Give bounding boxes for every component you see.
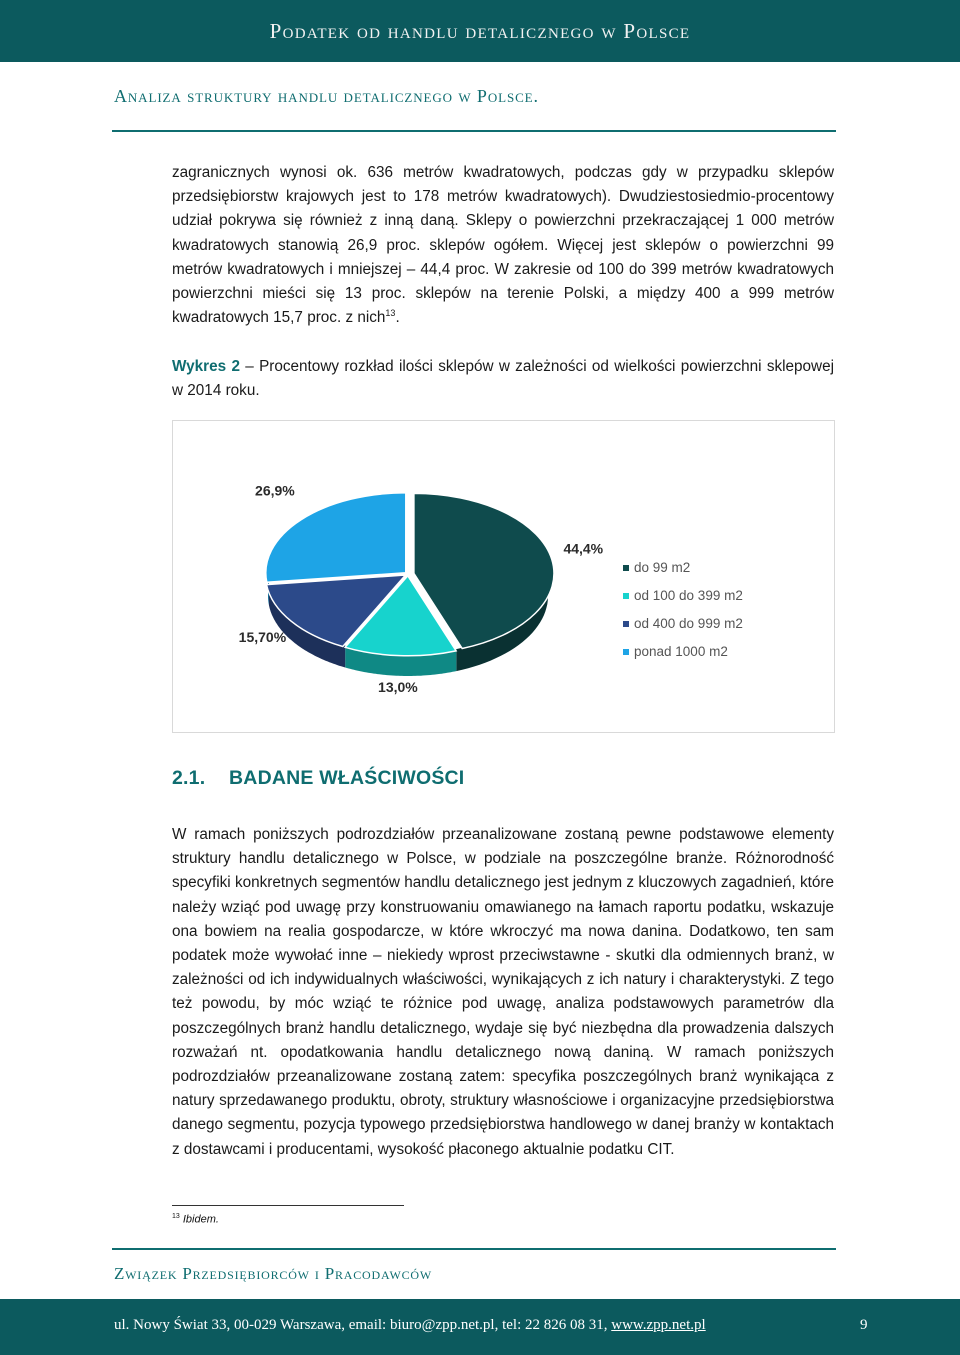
page-number: 9 bbox=[860, 1317, 868, 1333]
caption-label: Wykres 2 bbox=[172, 358, 240, 375]
section-title: BADANE WŁAŚCIWOŚCI bbox=[229, 767, 465, 789]
footnote-number: 13 bbox=[172, 1213, 180, 1220]
legend-label-2: od 100 do 399 m2 bbox=[634, 588, 743, 603]
organization-name: Związek Przedsiębiorców i Pracodawców bbox=[114, 1264, 432, 1283]
pie-data-label-3: 15,70% bbox=[238, 628, 287, 645]
paragraph-1-end: . bbox=[395, 309, 400, 327]
chart-caption bbox=[172, 355, 834, 403]
pie-chart-frame bbox=[172, 420, 835, 733]
legend-swatch-1 bbox=[623, 565, 629, 571]
website-link[interactable]: www.zpp.net.pl bbox=[611, 1317, 706, 1333]
contact-text: ul. Nowy Świat 33, 00-029 Warszawa, email: biuro@zpp.net.pl, tel: 22 826 08 31, bbox=[114, 1317, 612, 1333]
pie-data-label-1: 44,4% bbox=[563, 540, 604, 557]
body-paragraph-1 bbox=[172, 161, 834, 330]
body-paragraph-2: W ramach poniższych podrozdziałów przeanalizowane zostaną pewne podstawowe elementy struktury handlu detalicznego w Polsce, w podziale na poszczególne branże. Różnorodność specyfiki konkretnych segmentów handlu detalicznego jest jednym z kluczowych zagadnień, które należy wziąć pod uwagę przy konstruowaniu omawianego na łamach raportu podatku, wskazuje ona bowiem na realia gospodarcze, w które wkroczyć ma nowa danina. Dodatkowo, ten sam podatek może wywołać inne – niekiedy wprost przeciwstawne - skutki dla odmiennych branż, w zależności od ich indywidualnych właściwości, wynikających z ich natury i charakterystyki. Z tego też powodu, by móc wziąć te różnice pod uwagę, analiza podstawowych parametrów dla poszczególnych branż handlu detalicznego, wydaje się być niezbędna dla prowadzenia dalszych rozważań nt. opodatkowania handlu detalicznego nową daniną. W ramach poniższych podrozdziałów przeanalizowane zostaną zatem: specyfika poszczególnych branż wynikająca z natury sprzedawanego produktu, obroty, struktury własnościowe i organizacyjne przedsiębiorstwa danego segmentu, pozycja typowego przedsiębiorstwa handlowego w danej branży w kontaktach z dostawcami i producentami, wysokość płaconego aktualnie podatku CIT. bbox=[172, 826, 834, 1158]
header-bar bbox=[0, 0, 960, 62]
section-number: 2.1. bbox=[172, 767, 206, 789]
pie-data-label-2: 13,0% bbox=[378, 678, 418, 695]
section-heading bbox=[172, 767, 464, 790]
pie-chart bbox=[173, 421, 836, 734]
legend-label-1: do 99 m2 bbox=[634, 560, 691, 575]
pie-data-label-4: 26,9% bbox=[255, 482, 295, 499]
legend-label-4: ponad 1000 m2 bbox=[634, 644, 728, 659]
section-subtitle: Analiza struktury handlu detalicznego w Polsce. bbox=[114, 86, 539, 106]
footer-bar bbox=[0, 1299, 960, 1355]
legend-swatch-3 bbox=[623, 621, 629, 627]
legend-label-3: od 400 do 999 m2 bbox=[634, 616, 743, 631]
caption-dash: – bbox=[239, 358, 260, 375]
footnote-text: Ibidem. bbox=[182, 1213, 219, 1226]
footnote-ref-13[interactable]: 13 bbox=[385, 308, 396, 319]
footer-divider bbox=[112, 1248, 836, 1250]
legend-swatch-2 bbox=[623, 593, 629, 599]
document-title: Podatek od handlu detalicznego w Polsce bbox=[269, 18, 691, 43]
footnote-divider bbox=[172, 1205, 404, 1206]
contact-info bbox=[114, 1317, 706, 1334]
caption-text: Procentowy rozkład ilości sklepów w zależności od wielkości powierzchni sklepowej w 2014 roku. bbox=[172, 358, 834, 400]
header-divider bbox=[112, 130, 836, 132]
footnote bbox=[172, 1213, 219, 1226]
paragraph-1-text: zagranicznych wynosi ok. 636 metrów kwadratowych, podczas gdy w przypadku sklepów przedsiębiorstw krajowych jest to 178 metrów kwadratowych). Dwudziestosiedmio-procentowy udział pokrywa się również z inną daną. Sklepy o powierzchni przekraczającej 1 000 metrów kwadratowych stanowią 26,9 proc. sklepów ogółem. Więcej jest sklepów o powierzchni 99 metrów kwadratowych i mniejszej – 44,4 proc. W zakresie od 100 do 399 metrów kwadratowych powierzchni mieści się 13 proc. sklepów na terenie Polski, a między 400 a 999 metrów kwadratowych 15,7 proc. z nich bbox=[172, 164, 834, 327]
pie-slice-ponad-1000-m2 bbox=[266, 493, 406, 583]
legend-swatch-4 bbox=[623, 649, 629, 655]
